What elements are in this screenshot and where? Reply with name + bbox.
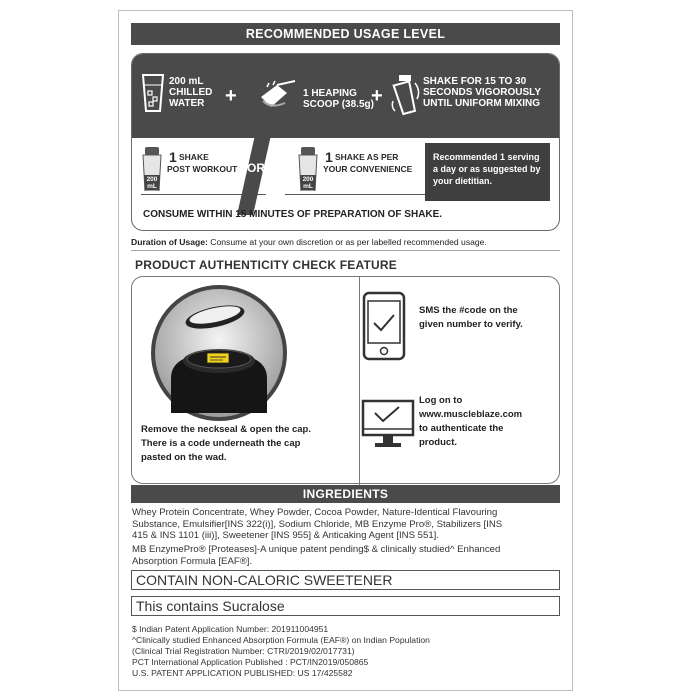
jar-instruction-line2: There is a code underneath the cap (141, 438, 301, 449)
ingredients-line: Whey Protein Concentrate, Whey Powder, Cocoa Powder, Nature-Identical Flavouring (132, 507, 498, 518)
web-line1: Log on to (419, 395, 463, 406)
footnote-line: (Clinical Trial Registration Number: CTRI/2019/02/017731) (132, 646, 355, 656)
sms-line2: given number to verify. (419, 319, 523, 330)
enzyme-line: Absorption Formula [EAF®]. (132, 555, 253, 567)
usage-header: RECOMMENDED USAGE LEVEL (131, 23, 560, 45)
option2-line1: SHAKE AS PER (335, 152, 399, 162)
consume-instruction: CONSUME WITHIN 15 MINUTES OF PREPARATION OF SHAKE. (143, 209, 443, 220)
product-label (118, 10, 573, 691)
option1-line1: SHAKE (179, 152, 209, 162)
or-divider (233, 135, 283, 215)
ingredients-line: 415 & INS 1101 (iii)], Sweetener [INS 955] & Anticaking Agent [INS 551]. (132, 530, 439, 541)
ingredients-line: Substance, Emulsifier[INS 322(i)], Sodium Chloride, MB Enzyme Pro®, Stabilizers [INS (132, 518, 503, 530)
sucralose-notice: This contains Sucralose (131, 596, 560, 616)
step-water-line3: WATER (169, 98, 205, 109)
step-shake-text (423, 76, 541, 109)
footnote-line: $ Indian Patent Application Number: 201911004951 (132, 624, 329, 634)
or-label: OR (247, 161, 265, 175)
footnote-line: U.S. PATENT APPLICATION PUBLISHED: US 17/425582 (132, 668, 353, 678)
duration-text: Consume at your own discretion or as per labelled recommended usage. (207, 237, 487, 247)
step-water-text (169, 76, 212, 109)
option1-line2: POST WORKOUT (167, 164, 238, 174)
option2-underline (285, 194, 425, 195)
cup-volume-label: 200 mL (302, 176, 314, 190)
web-line4: product. (419, 437, 457, 448)
step-water-line1: 200 mL (169, 76, 204, 87)
jar-cap-illustration (149, 283, 289, 423)
step-scoop-text (303, 88, 374, 110)
water-glass-icon (141, 73, 165, 113)
option1-text (167, 152, 238, 175)
duration-of-usage (131, 237, 566, 247)
plus-sign: + (225, 85, 237, 107)
jar-instruction-line3: pasted on the wad. (141, 452, 227, 463)
step-shake-line3: UNTIL UNIFORM MIXING (423, 98, 541, 109)
ingredients-list (132, 507, 567, 542)
recommend-line2: a day or as suggested by (433, 164, 541, 174)
option2-line2: YOUR CONVENIENCE (323, 164, 413, 174)
recommend-line1: Recommended 1 serving (433, 152, 540, 162)
sms-line1: SMS the #code on the (419, 305, 518, 316)
patent-footnotes (132, 624, 567, 679)
step-scoop-line2: SCOOP (38.5g) (303, 99, 374, 110)
step-water-line2: CHILLED (169, 87, 213, 98)
jar-instruction (141, 423, 351, 465)
sweetener-notice: CONTAIN NON-CALORIC SWEETENER (131, 570, 560, 590)
web-line3: to authenticate the (419, 423, 504, 434)
step-shake-line1: SHAKE FOR 15 TO 30 (423, 76, 527, 87)
scoop-icon (257, 79, 299, 113)
enzyme-line: MB EnzymePro® [Proteases]-A unique patent pending$ & clinically studied^ Enhanced (132, 544, 501, 555)
cup-volume-label: 200 mL (146, 176, 158, 190)
duration-label: Duration of Usage: (131, 237, 208, 247)
computer-monitor-icon (361, 399, 415, 453)
jar-instruction-line1: Remove the neckseal & open the cap. (141, 424, 312, 435)
authenticity-divider (359, 277, 360, 485)
option2-text (323, 152, 413, 175)
ingredients-header: INGREDIENTS (131, 485, 560, 503)
recommendation-box (425, 143, 550, 201)
mobile-phone-icon (362, 291, 406, 361)
authenticity-title: PRODUCT AUTHENTICITY CHECK FEATURE (135, 258, 397, 272)
recommend-line3: your dietitian. (433, 176, 493, 186)
option1-count: 1 (169, 149, 177, 165)
web-line2: www.muscleblaze.com (419, 409, 523, 420)
divider-line (131, 250, 560, 251)
enzyme-description (132, 544, 567, 567)
footnote-line: PCT International Application Published : PCT/IN2019/050865 (132, 657, 369, 667)
option2-count: 1 (325, 149, 333, 165)
sms-instruction (419, 304, 559, 332)
footnote-line: ^Clinically studied Enhanced Absorption Formula (EAF®) on Indian Population (132, 635, 430, 645)
web-instruction (419, 394, 559, 450)
step-shake-line2: SECONDS VIGOROUSLY (423, 87, 541, 98)
plus-sign: + (371, 85, 383, 107)
step-scoop-line1: 1 HEAPING (303, 88, 357, 99)
shaker-bottle-icon (391, 73, 421, 117)
